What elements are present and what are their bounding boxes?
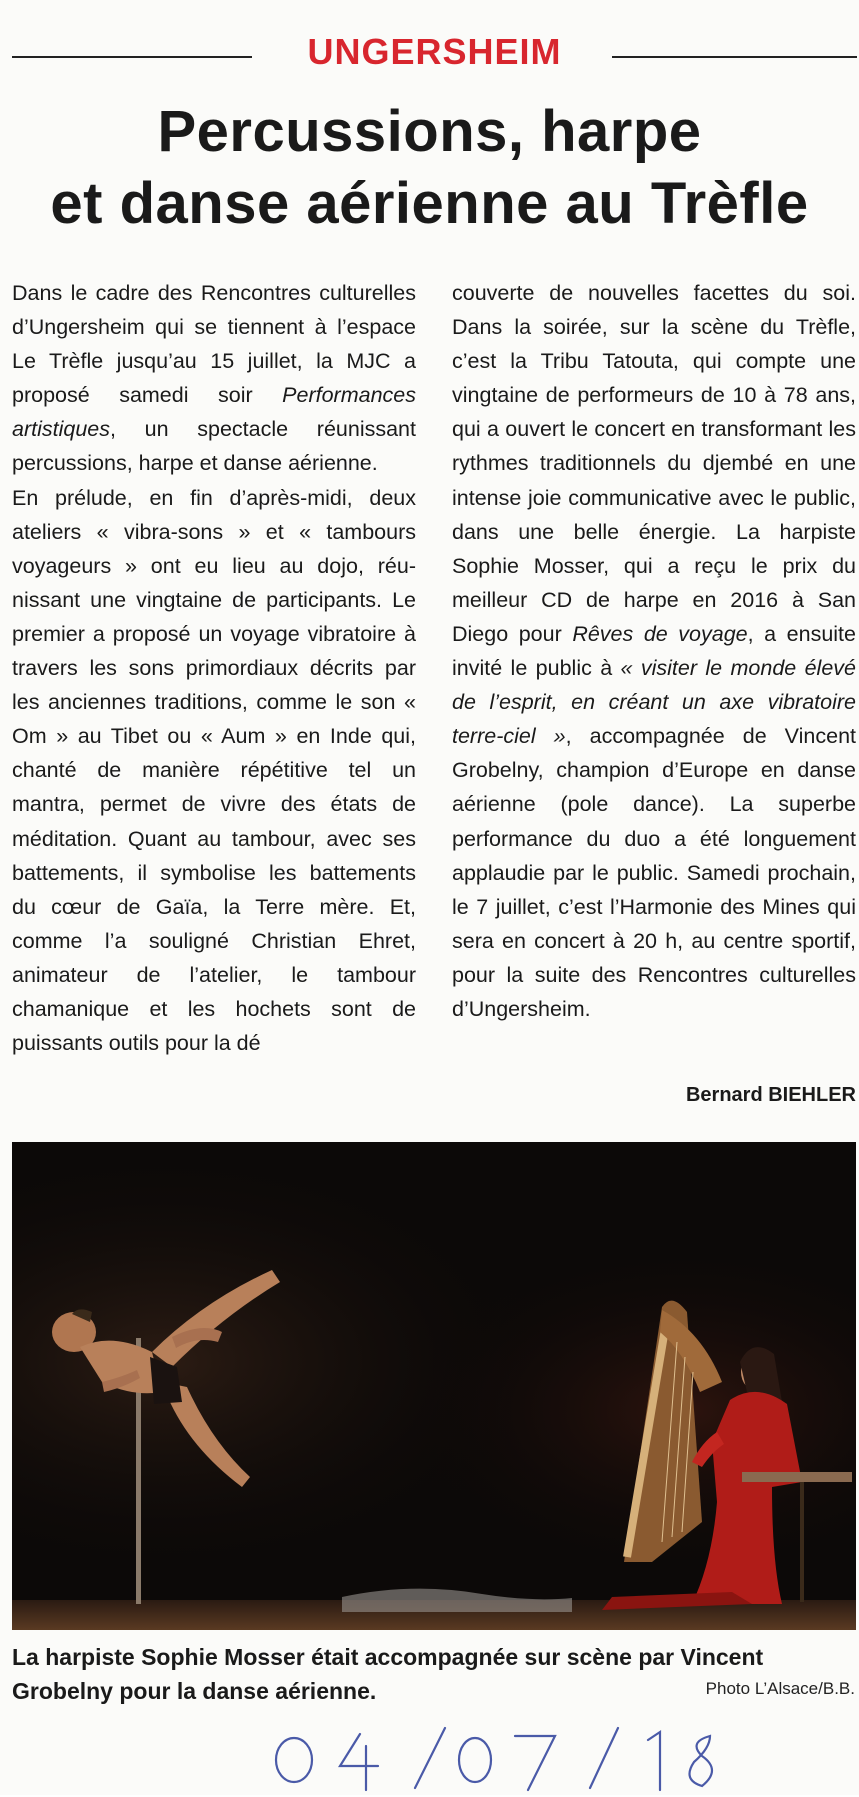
show-title: Performances artistiques bbox=[12, 383, 416, 442]
handwritten-date-ink bbox=[270, 1722, 750, 1792]
photo-credit: Photo L’Alsace/B.B. bbox=[705, 1679, 855, 1698]
kicker-rule-right bbox=[612, 56, 857, 58]
headline-line-2: et danse aérienne au Trèfle bbox=[50, 171, 809, 236]
paragraph-3: couverte de nouvelles facettes du soi. Dans la soirée, sur la scène du Trèfle, c’est la Tribu Tatouta, qui compte une vingtaine de performeurs de 10 à 78 ans, qui a ouvert le concert en transformant les rythmes traditionnels du djembé en une intense joie communicative avec le public, dans une belle énergie. La harpiste Sophie Mosser, qui a reçu le prix du meilleur CD de harpe en 2016 à San Diego pour Rêves de voyage, a ensuite invité le public à « visiter le monde élevé de l’esprit, en créant un axe vibratoire terre-ciel », accompagnée de Vincent Grobelny, champion d’Europe en danse aérienne (pole dance). La superbe performance du duo a été longuement applaudie par le public. Samedi prochain, le 7 juillet, c’est l’Harmonie des Mines qui sera en concert à 20 h, au centre sportif, pour la suite des Rencontres culturelles d’Ungersheim. bbox=[452, 281, 857, 1021]
headline-line-1: Percussions, harpe bbox=[157, 99, 702, 164]
quote: « visiter le monde élevé de l’esprit, en créant un axe vibratoire terre-ciel » bbox=[452, 656, 856, 749]
kicker-row bbox=[12, 31, 857, 72]
stage-photo bbox=[12, 1142, 856, 1630]
headline bbox=[0, 96, 859, 240]
photo-caption: La harpiste Sophie Mosser était accompagnée sur scène par Vincent Grobelny pour la danse aérienne. bbox=[12, 1644, 764, 1704]
stage-photo-illustration bbox=[12, 1142, 856, 1630]
music-stand bbox=[742, 1472, 852, 1482]
byline: Bernard BIEHLER bbox=[685, 1084, 856, 1106]
kicker-rule-left bbox=[12, 56, 252, 58]
article-column-2 bbox=[452, 276, 856, 1026]
paragraph-1: Dans le cadre des Rencontres culturelles d’Ungersheim qui se tiennent à l’espace Le Trèfle jusqu’au 15 juillet, la MJC a proposé samedi soir Performances artistiques, un spectacle réunissant percussions, harpe et danse aérienne. bbox=[12, 281, 416, 476]
section-kicker: UNGERSHEIM bbox=[307, 31, 562, 72]
article-column-1 bbox=[12, 276, 416, 1060]
cd-title: Rêves de voyage bbox=[572, 621, 748, 646]
handwritten-date bbox=[270, 1722, 750, 1792]
paragraph-2: En prélude, en fin d’après-midi, deux ateliers « vibra-sons » et « tambours voyageurs » ont eu lieu au dojo, réunissant une vingtaine de participants. Le premier a proposé un voyage vibratoire à travers les sons primordiaux décrits par les anciennes traditions, comme le son « Om » au Tibet ou « Aum » en Inde qui, chanté de manière répétitive tel un mantra, permet de vivre des états de méditation. Quant au tambour, avec ses battements, il symbolise les battements du cœur de Gaïa, la Terre mère. Et, comme l’a souligné Christian Ehret, animateur de l’atelier, le tambour chamanique et les hochets sont de puissants outils pour la dé bbox=[12, 485, 416, 1056]
